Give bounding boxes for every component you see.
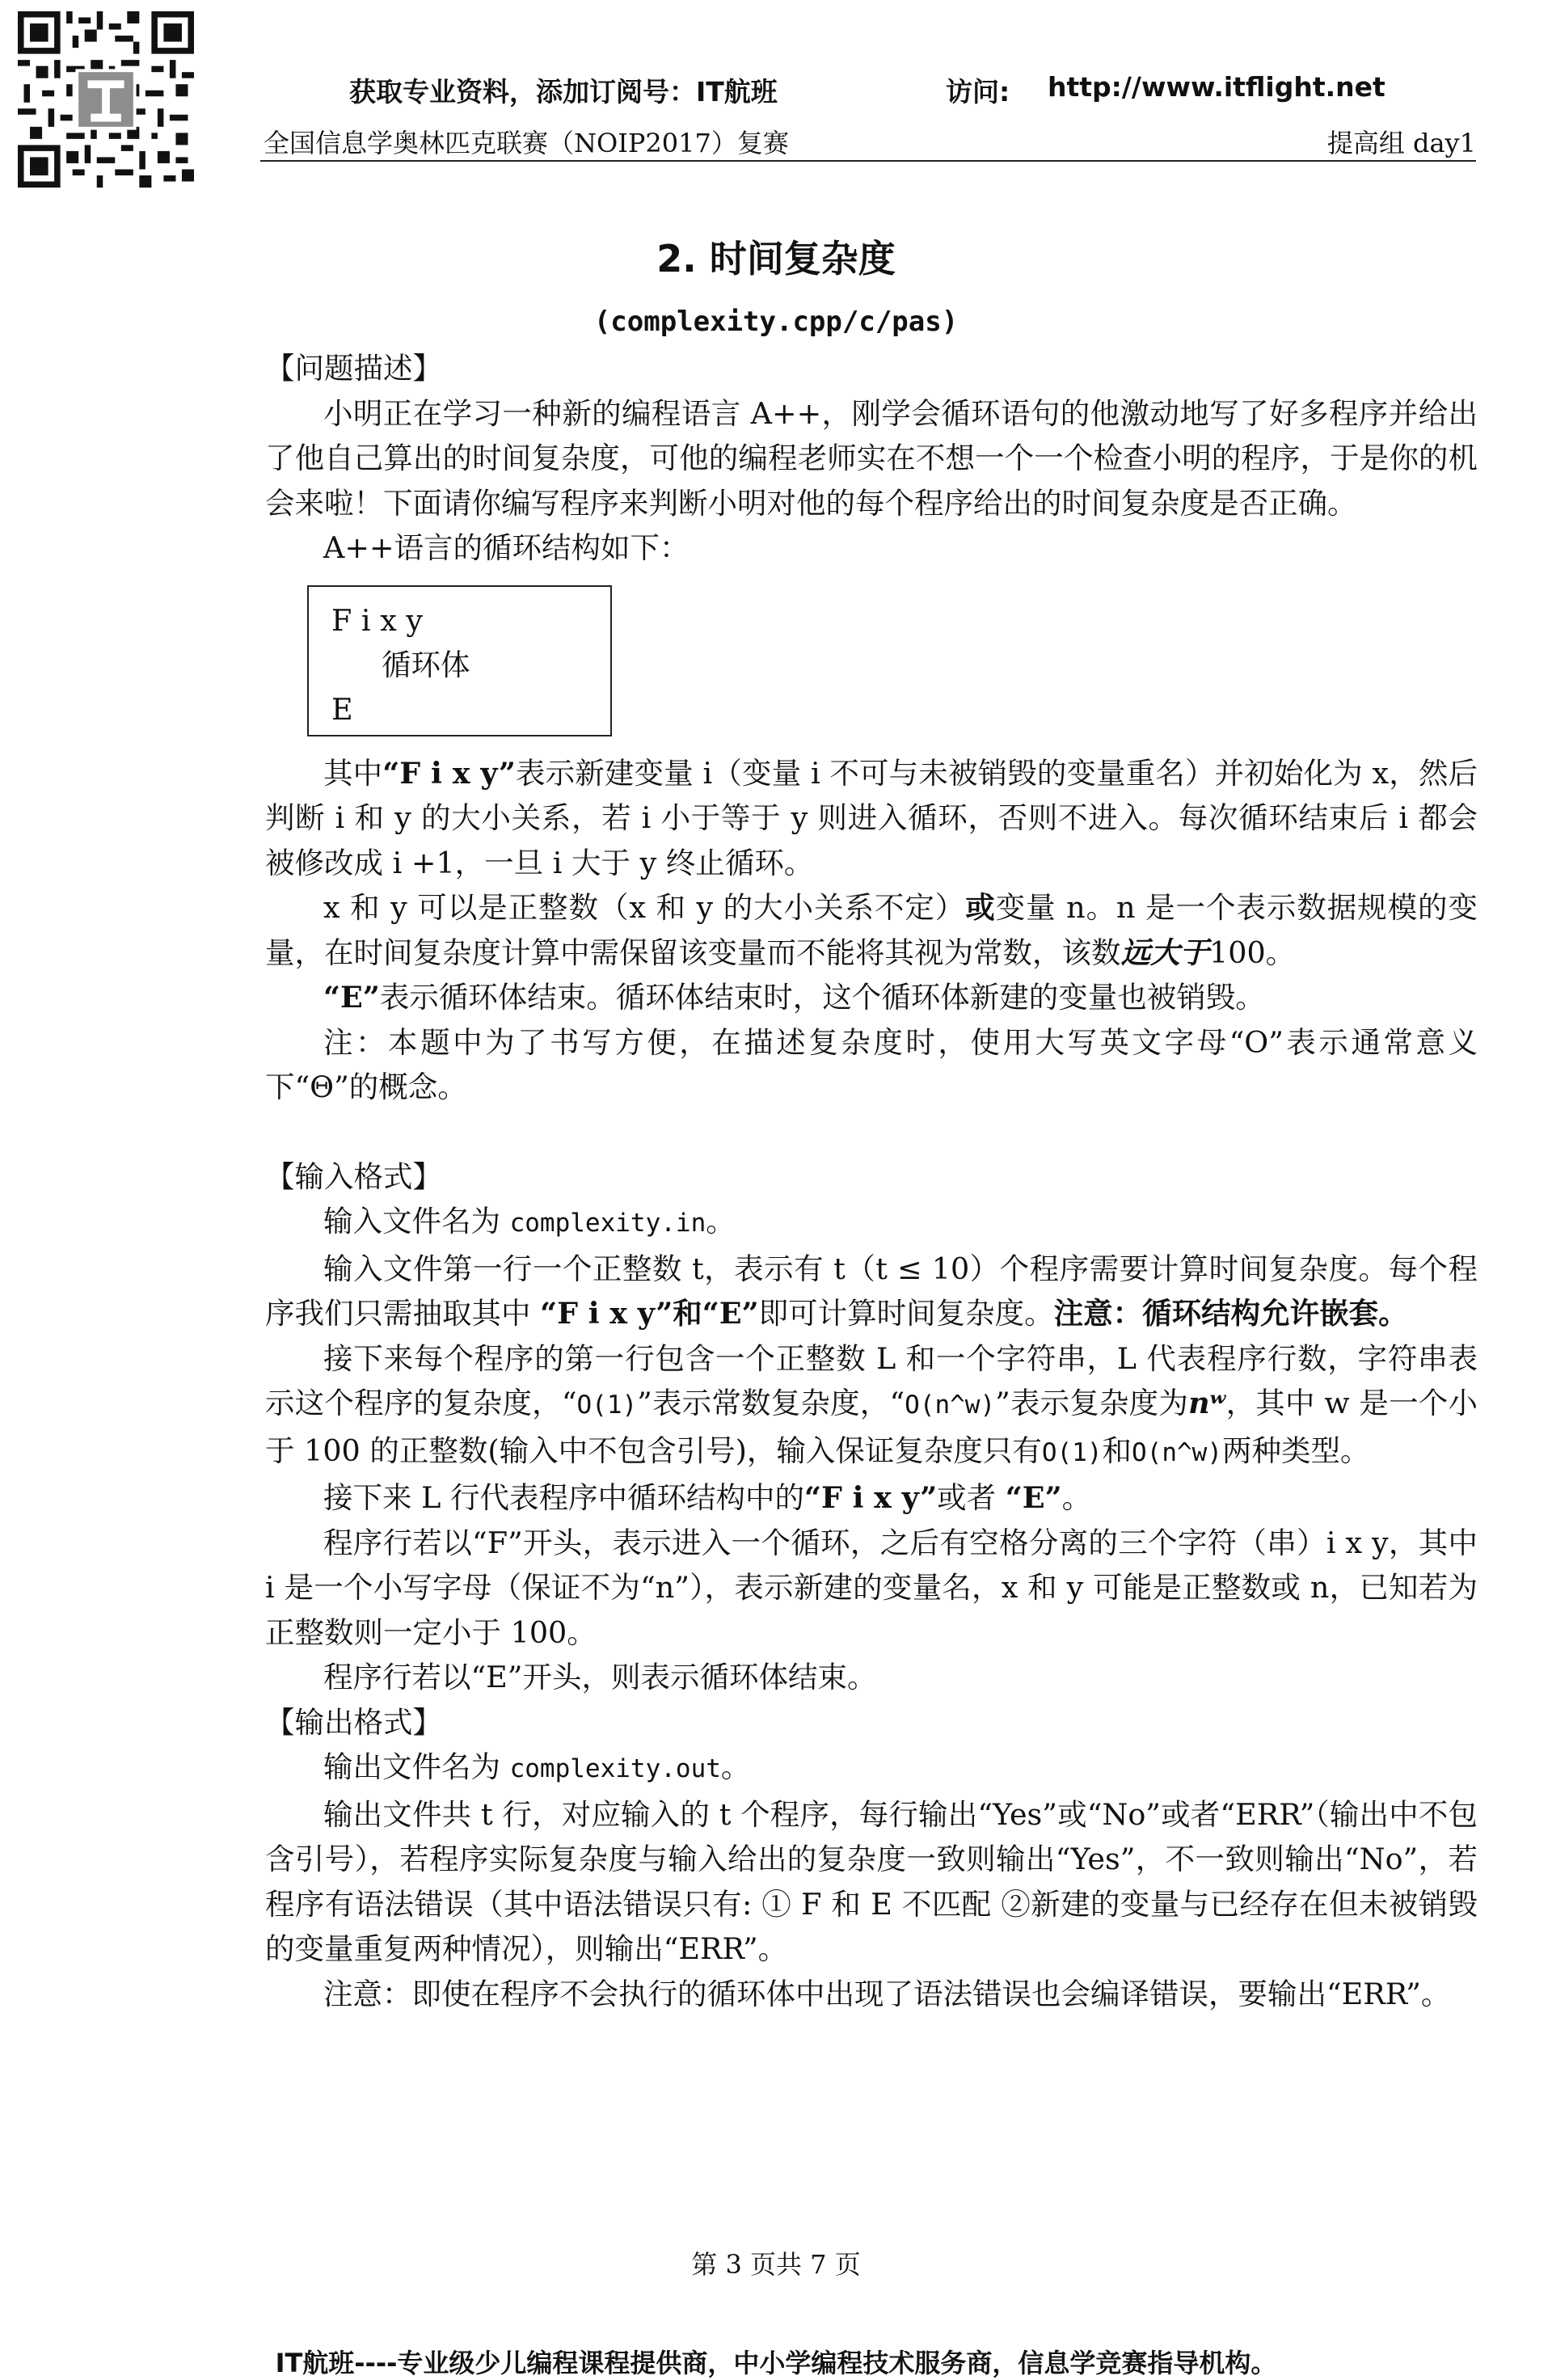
paragraph: A++语言的循环结构如下： [323, 530, 690, 565]
text: ”表示常数复杂度，“ [637, 1386, 905, 1420]
text: 其中 [323, 755, 383, 791]
paragraph [265, 1247, 1478, 1336]
text: 。 [706, 1204, 736, 1239]
code-line: 循环体 [382, 647, 470, 682]
paragraph [265, 975, 1478, 1020]
text: complexity.out [509, 1754, 721, 1783]
text: 输出文件名为 [323, 1749, 500, 1784]
code-line: F i x y [331, 602, 424, 638]
text: O(1) [1041, 1437, 1103, 1467]
loop-structure-box [307, 585, 612, 736]
section-heading-output: 【输出格式】 [265, 1704, 442, 1740]
text: 远大于 [1120, 935, 1209, 970]
text: 或者 [937, 1480, 997, 1515]
promo-subscribe-text: 获取专业资料，添加订阅号：IT航班 [349, 76, 778, 108]
text: 100。 [1209, 935, 1296, 970]
paragraph: 小明正在学习一种新的编程语言 A++，刚学会循环语句的他激动地写了好多程序并给出了他自己算出的时间复杂度，可他的编程老师实在不想一个一个检查小明的程序，于是你的机会来啦！下面请你编写程序来判断小明对他的每个程序给出的时间复杂度是否正确。 [265, 395, 1478, 521]
text: 表示循环体结束。循环体结束时，这个循环体新建的变量也被销毁。 [379, 980, 1265, 1015]
group-day-header: 提高组 day1 [1326, 128, 1476, 158]
text: 。 [720, 1749, 751, 1784]
text: O(1) [576, 1390, 638, 1420]
paragraph [265, 1199, 1478, 1247]
text: 接下来每个程序的第一行包含一个正整数 L 和一个字符串，L 代表程序行数，字符串表示这个程序的复杂度，“ [265, 1340, 1478, 1420]
code-line: E [331, 691, 353, 727]
text: 表示新建变量 i（变量 i 不可与未被销毁的变量重名）并初始化为 x，然后判断 i 和 y 的大小关系，若 i 小于等于 y 则进入循环，否则不进入。每次循环结束后 i 都会被修改成 i +1，一旦 i 大于 y 终止循环。 [265, 755, 1478, 880]
problem-filename: (complexity.cpp/c/pas) [593, 306, 959, 338]
text: “F i x y” [803, 1480, 938, 1515]
paragraph: 输出文件共 t 行，对应输入的 t 个程序，每行输出“Yes”或“No”或者“ERR”（输出中不包含引号），若程序实际复杂度与输入给出的复杂度一致则输出“Yes”，不一致则输出“No”，若程序有语法错误（其中语法错误只有: ① F 和 E 不匹配 ②新建的变量与已经存在但未被销毁的变量重复两种情况），则输出“ERR”。 [265, 1796, 1478, 1966]
promo-visit-label: 访问: [946, 76, 1010, 108]
text: 两种类型。 [1222, 1433, 1370, 1468]
text: 输入文件名为 [323, 1204, 500, 1239]
text: ”表示复杂度为 [995, 1386, 1189, 1420]
text: nʷ [1188, 1386, 1226, 1420]
paragraph: 程序行若以“F”开头，表示进入一个循环，之后有空格分离的三个字符（串）i x y，其中 i 是一个小写字母（保证不为“n”），表示新建的变量名，x 和 y 可能是正整数或 n，已知若为正整数则一定小于 100。 [265, 1525, 1478, 1650]
text: “E” [323, 980, 380, 1015]
problem-title: 2. 时间复杂度 [656, 237, 896, 281]
section-heading-problem: 【问题描述】 [265, 351, 442, 386]
text: 即可计算时间复杂度。 [758, 1296, 1054, 1331]
paragraph: 程序行若以“E”开头，则表示循环体结束。 [323, 1660, 877, 1694]
text: “F i x y”和“E” [540, 1296, 759, 1331]
text: 输入文件第一行一个正整数 t，表示有 t（t ≤ 10）个程序需要计算时间复杂度。每个程序我们只需抽取其中 [265, 1251, 1478, 1331]
text: “E” [1005, 1480, 1062, 1515]
document-body [265, 346, 1478, 2016]
paragraph [265, 1336, 1478, 1476]
contest-header: 全国信息学奥林匹克联赛（NOIP2017）复赛 [264, 128, 789, 158]
text: x 和 y 可以是正整数（x 和 y 的大小关系不定） [323, 890, 966, 925]
paragraph [265, 885, 1478, 975]
text: “F i x y” [382, 755, 516, 791]
text: ，其中 w 是一个小于 100 的正整数(输入中不包含引号)，输入保证复杂度只有 [265, 1386, 1478, 1468]
text: 和 [1102, 1433, 1132, 1468]
section-heading-input: 【输入格式】 [265, 1158, 442, 1194]
text: 注意：循环结构允许嵌套。 [1053, 1296, 1408, 1331]
paragraph [265, 1475, 1478, 1521]
text: 。 [1061, 1480, 1092, 1515]
header-rule [260, 160, 1476, 162]
footer-slogan: IT航班----专业级少儿编程课程提供商，中小学编程技术服务商，信息学竞赛指导机构。 [275, 2348, 1277, 2378]
paragraph: 注意：即使在程序不会执行的循环体中出现了语法错误也会编译错误，要输出“ERR”。 [323, 1976, 1451, 2011]
paragraph [265, 751, 1478, 886]
paragraph [265, 1745, 1478, 1792]
text: 变量 n。n 是一个表示数据规模的变量，在时间复杂度计算中需保留该变量而不能将其视为常数，该数 [265, 890, 1478, 970]
page-number: 第 3 页共 7 页 [691, 2249, 861, 2280]
promo-url-link[interactable]: http://www.itflight.net [1048, 71, 1385, 103]
blank-line [265, 1110, 1478, 1154]
text: 或 [965, 890, 996, 925]
text: O(n^w) [1132, 1437, 1222, 1467]
paragraph: 注：本题中为了书写方便，在描述复杂度时，使用大写英文字母“O”表示通常意义下“Θ”的概念。 [265, 1024, 1478, 1104]
text: complexity.in [509, 1209, 706, 1238]
text: 接下来 L 行代表程序中循环结构中的 [323, 1480, 804, 1515]
qr-code-image [18, 11, 194, 188]
text: O(n^w) [905, 1390, 996, 1420]
